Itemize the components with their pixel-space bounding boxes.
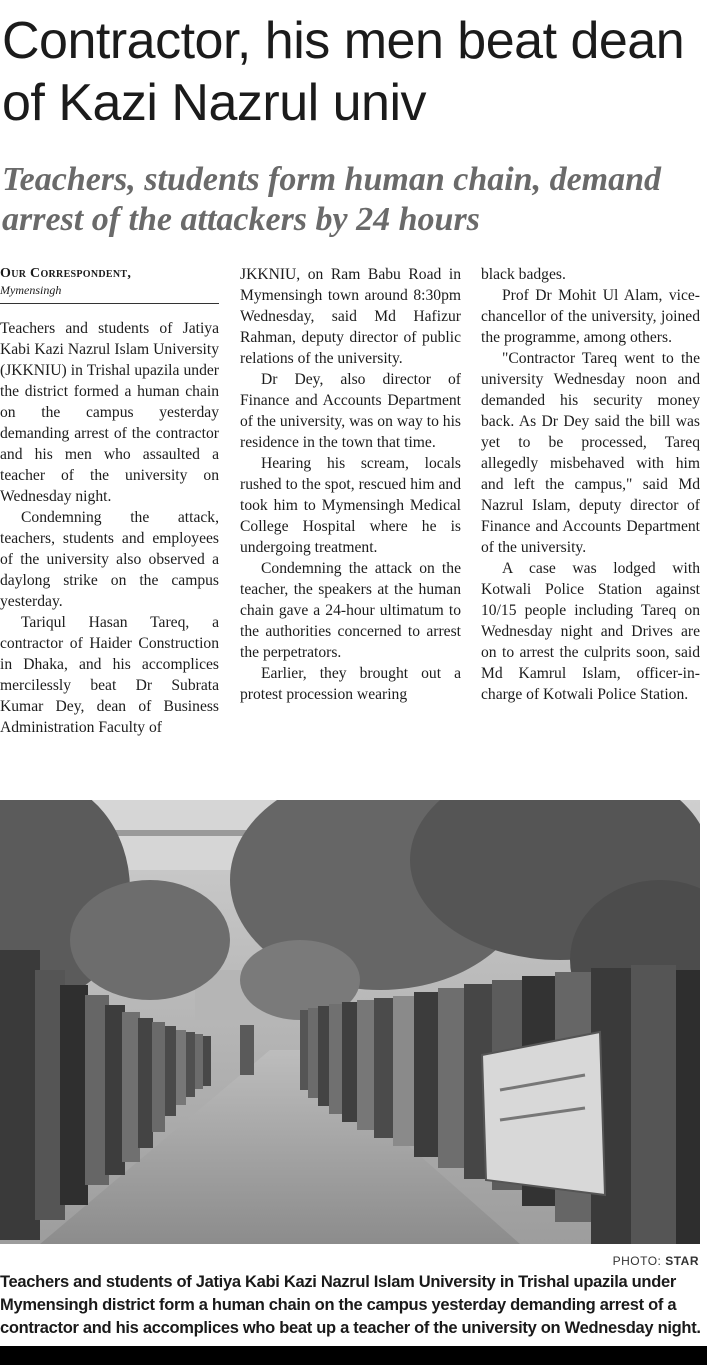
article-paragraph: Prof Dr Mohit Ul Alam, vice-chancellor of the university, joined the programme, among others. xyxy=(481,287,700,346)
article-paragraph: "Contractor Tareq went to the university Wednesday noon and demanded his security money back. As Dr Dey said the bill was yet to be processed, Tareq allegedly misbehaved with him and left the campus," said Md Nazrul Islam, deputy director of Finance and Accounts Department of the university. xyxy=(481,350,700,556)
article-paragraph: Tariqul Hasan Tareq, a contractor of Haider Construction in Dhaka, and his accomplices mercilessly beat Dr Subrata Kumar Dey, dean of Business Administration Faculty of xyxy=(0,614,219,736)
article-paragraph: Hearing his scream, locals rushed to the spot, rescued him and took him to Mymensingh Medical College Hospital where he is undergoing treatment. xyxy=(240,455,461,556)
article-column-2 xyxy=(240,264,461,705)
article-paragraph: Dr Dey, also director of Finance and Accounts Department of the university, was on way to his residence in the town that time. xyxy=(240,371,461,451)
byline xyxy=(0,265,219,304)
photo-credit-label: PHOTO: xyxy=(612,1254,662,1268)
photo-credit-source: STAR xyxy=(665,1254,699,1268)
photo-illustration xyxy=(0,800,700,1244)
subheadline: Teachers, students form human chain, demand arrest of the attackers by 24 hours xyxy=(2,161,662,238)
article-paragraph: JKKNIU, on Ram Babu Road in Mymensingh town around 8:30pm Wednesday, said Md Hafizur Rahman, deputy director of public relations of the university. xyxy=(240,266,461,367)
article-paragraph: Earlier, they brought out a protest procession wearing xyxy=(240,665,461,703)
article-paragraph: Condemning the attack, teachers, students and employees of the university also observed a daylong strike on the campus yesterday. xyxy=(0,509,219,610)
article-paragraph: black badges. xyxy=(481,266,566,283)
byline-place: Mymensingh xyxy=(0,283,62,297)
headline: Contractor, his men beat dean of Kazi Nazrul univ xyxy=(2,12,685,132)
byline-name: Our Correspondent, xyxy=(0,266,132,281)
article-column-3 xyxy=(481,264,700,705)
article-paragraph: A case was lodged with Kotwali Police Station against 10/15 people including Tareq on Wednesday night and Drives are on to arrest the culprits soon, said Md Kamrul Islam, officer-in-charge of Kotwali Police Station. xyxy=(481,560,700,703)
human-chain-photo xyxy=(0,800,700,1244)
article-paragraph: Teachers and students of Jatiya Kabi Kazi Nazrul Islam University (JKKNIU) in Trishal upazila under the district formed a human chain on the campus yesterday demanding arrest of the contractor and his men who assaulted a teacher of the university on Wednesday night. xyxy=(0,320,219,505)
bottom-bar xyxy=(0,1346,707,1365)
article-column-1 xyxy=(0,318,219,738)
photo-credit xyxy=(613,1254,699,1268)
article-paragraph: Condemning the attack on the teacher, the speakers at the human chain gave a 24-hour ultimatum to the authorities concerned to arrest the perpetrators. xyxy=(240,560,461,661)
photo-caption: Teachers and students of Jatiya Kabi Kazi Nazrul Islam University in Trishal upazila under Mymensingh district form a human chain on the campus yesterday demanding arrest of a contractor and his accomplices who beat up a teacher of the university on Wednesday night. xyxy=(0,1273,701,1337)
